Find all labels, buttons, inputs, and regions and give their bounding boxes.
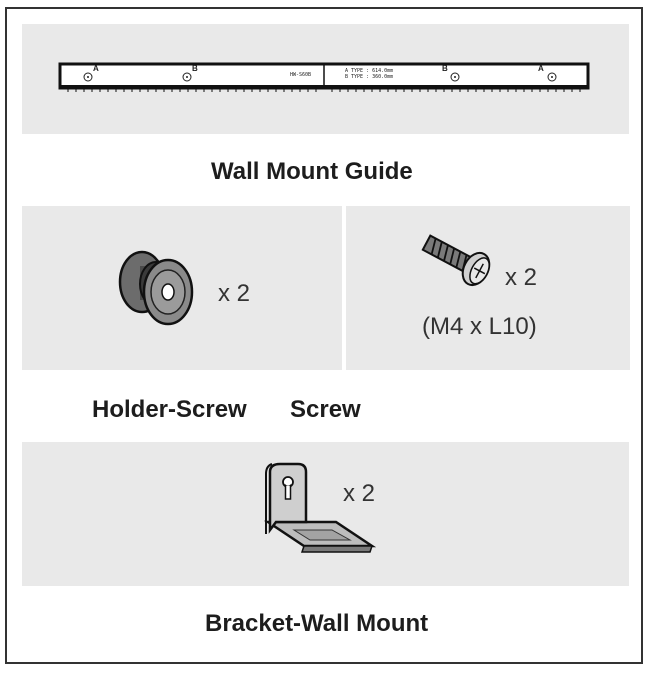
bracket-wall-mount-label: Bracket-Wall Mount [205, 610, 429, 637]
guide-letter-a-left: A [93, 64, 99, 73]
guide-letter-b-left: B [192, 64, 198, 73]
bracket-wall-mount-illustration [258, 460, 378, 560]
bracket-quantity: x 2 [343, 480, 376, 507]
guide-model-text: HW-S60B [290, 72, 312, 78]
screw-label: Screw [290, 396, 361, 423]
wall-mount-guide-illustration [60, 64, 588, 94]
guide-letter-b-right: B [442, 64, 448, 73]
guide-type-line-a: A TYPE : 614.0mm [345, 68, 394, 74]
guide-type-line-b: B TYPE : 360.0mm [345, 74, 394, 80]
guide-letter-a-right: A [538, 64, 544, 73]
holder-screw-label: Holder-Screw [92, 396, 247, 423]
screw-illustration [416, 226, 506, 296]
holder-screw-quantity: x 2 [218, 280, 251, 307]
wall-mount-guide-label: Wall Mount Guide [211, 158, 413, 185]
holder-screw-illustration [110, 244, 210, 334]
screw-quantity: x 2 [505, 264, 538, 291]
screw-spec: (M4 x L10) [422, 313, 537, 340]
